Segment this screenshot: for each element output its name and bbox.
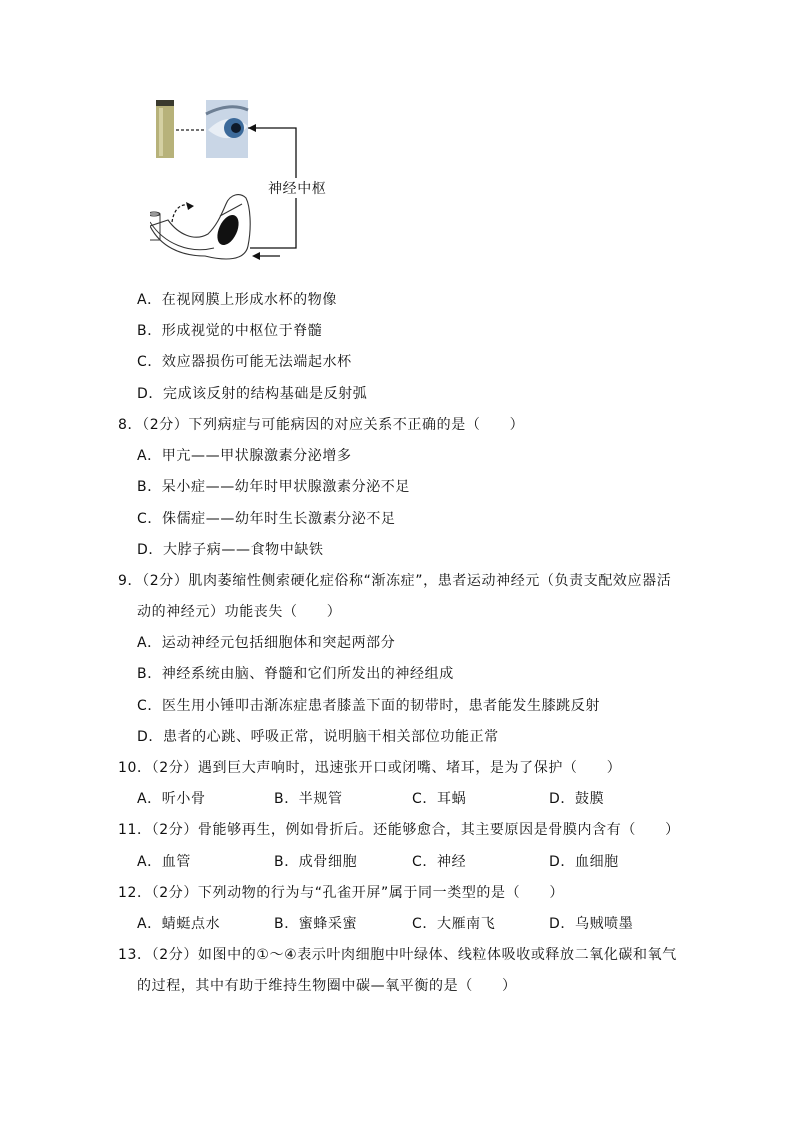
q12-option-a[interactable]: A．蜻蜓点水 xyxy=(137,916,221,932)
q9-option-a[interactable]: A．运动神经元包括细胞体和突起两部分 xyxy=(137,635,396,651)
q12-option-d[interactable]: D．乌贼喷墨 xyxy=(549,916,634,932)
q12-stem: 12．（2分）下列动物的行为与“孔雀开屏”属于同一类型的是（ ） xyxy=(118,885,565,901)
q9-stem-line2: 动的神经元）功能丧失（ ） xyxy=(137,604,342,620)
q9-option-d[interactable]: D．患者的心跳、呼吸正常，说明脑干相关部位功能正常 xyxy=(137,729,499,745)
cup-image xyxy=(156,100,174,158)
q9-stem-line1: 9．（2分）肌肉萎缩性侧索硬化症俗称“渐冻症”，患者运动神经元（负责支配效应器活 xyxy=(118,573,672,589)
q11-stem: 11．（2分）骨能够再生，例如骨折后。还能够愈合，其主要原因是骨膜内含有（ ） xyxy=(118,822,680,838)
q11-option-a[interactable]: A．血管 xyxy=(137,854,191,870)
q10-option-c[interactable]: C．耳蜗 xyxy=(412,791,467,807)
q8-option-c[interactable]: C．侏儒症——幼年时生长激素分泌不足 xyxy=(137,511,396,527)
q8-stem: 8．（2分）下列病症与可能病因的对应关系不正确的是（ ） xyxy=(118,417,525,433)
q7-option-d[interactable]: D．完成该反射的结构基础是反射弧 xyxy=(137,386,368,402)
nerve-center-label: 神经中枢 xyxy=(266,178,328,198)
eye-image xyxy=(206,100,248,158)
q13-stem-line2: 的过程，其中有助于维持生物圈中碳—氧平衡的是（ ） xyxy=(137,978,517,994)
q12-option-b[interactable]: B．蜜蜂采蜜 xyxy=(274,916,358,932)
q11-option-b[interactable]: B．成骨细胞 xyxy=(274,854,358,870)
q7-option-b[interactable]: B．形成视觉的中枢位于脊髓 xyxy=(137,323,323,339)
q12-option-c[interactable]: C．大雁南飞 xyxy=(412,916,496,932)
q9-option-b[interactable]: B．神经系统由脑、脊髓和它们所发出的神经组成 xyxy=(137,666,454,682)
q10-stem: 10．（2分）遇到巨大声响时，迅速张开口或闭嘴、堵耳，是为了保护（ ） xyxy=(118,760,622,776)
q11-option-c[interactable]: C．神经 xyxy=(412,854,467,870)
q13-stem-line1: 13．（2分）如图中的①～④表示叶肉细胞中叶绿体、线粒体吸收或释放二氧化碳和氧气 xyxy=(118,947,677,963)
q10-option-b[interactable]: B．半规管 xyxy=(274,791,343,807)
arm-image xyxy=(150,195,250,259)
q8-option-b[interactable]: B．呆小症——幼年时甲状腺激素分泌不足 xyxy=(137,479,411,495)
q8-option-d[interactable]: D．大脖子病——食物中缺铁 xyxy=(137,542,324,558)
q10-option-a[interactable]: A．听小骨 xyxy=(137,791,206,807)
q7-option-c[interactable]: C．效应器损伤可能无法端起水杯 xyxy=(137,354,352,370)
q11-option-d[interactable]: D．血细胞 xyxy=(549,854,619,870)
q10-option-d[interactable]: D．鼓膜 xyxy=(549,791,605,807)
q8-option-a[interactable]: A．甲亢——甲状腺激素分泌增多 xyxy=(137,448,352,464)
q7-option-a[interactable]: A．在视网膜上形成水杯的物像 xyxy=(137,292,337,308)
q9-option-c[interactable]: C．医生用小锤叩击渐冻症患者膝盖下面的韧带时，患者能发生膝跳反射 xyxy=(137,698,600,714)
